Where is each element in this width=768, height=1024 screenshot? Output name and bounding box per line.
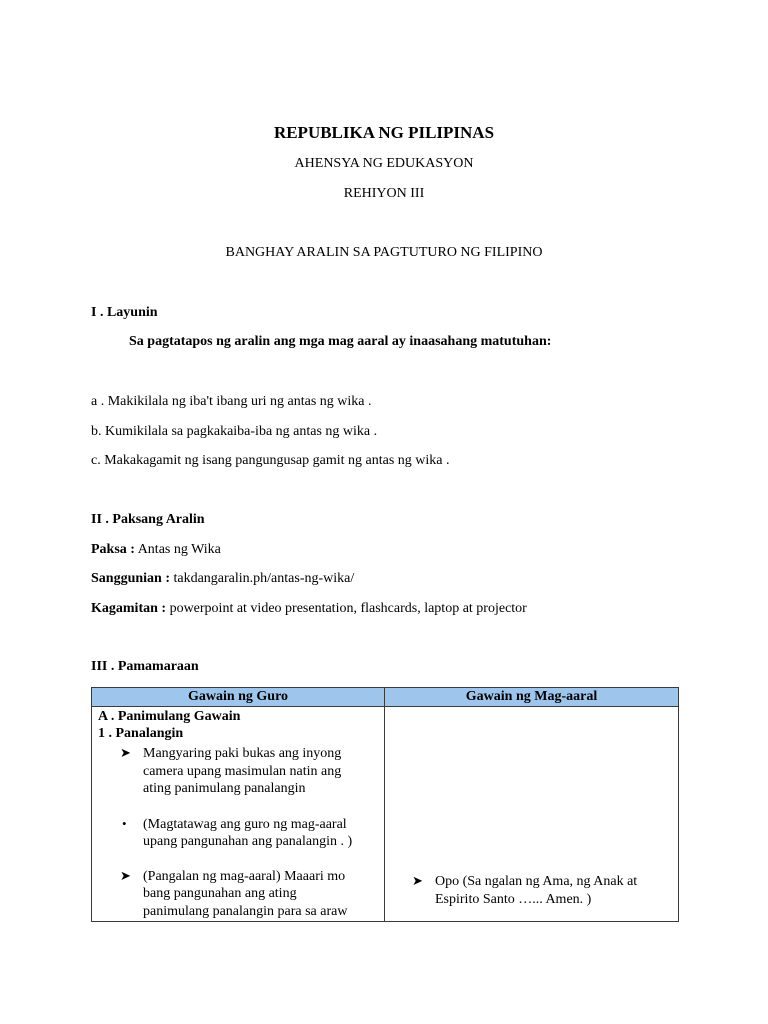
- pamamaraan-heading: III . Pamamaraan: [91, 659, 199, 674]
- subsection-heading: 1 . Panalangin: [98, 726, 184, 741]
- objective-item-a: a . Makikilala ng iba't ibang uri ng antas ng wika .: [91, 394, 372, 409]
- republic-heading: REPUBLIKA NG PILIPINAS: [273, 123, 495, 142]
- kagamitan-value: powerpoint at video presentation, flashcards, laptop at projector: [169, 601, 527, 616]
- arrow-bullet-icon: ➤: [120, 868, 131, 883]
- list-item: Opo (Sa ngalan ng Ama, ng Anak at: [435, 874, 638, 889]
- sanggunian-label: Sanggunian :: [91, 571, 170, 586]
- list-item: (Magtatawag ang guro ng mag-aaral: [143, 817, 347, 832]
- list-item: upang pangunahan ang panalangin . ): [143, 834, 353, 849]
- sanggunian-value: takdangaralin.ph/antas-ng-wika/: [173, 571, 355, 586]
- objective-item-c: c. Makakagamit ng isang pangungusap gamit ng antas ng wika .: [91, 453, 450, 468]
- objective-item-b: b. Kumikilala sa pagkakaiba-iba ng antas ng wika .: [91, 424, 378, 439]
- paksa-label: Paksa :: [91, 542, 135, 557]
- document-title: BANGHAY ARALIN SA PAGTUTURO NG FILIPINO: [225, 245, 543, 260]
- column-header-guro: Gawain ng Guro: [92, 688, 385, 707]
- table-row: [92, 707, 679, 922]
- list-item: camera upang masimulan natin ang: [143, 764, 342, 779]
- kagamitan-label: Kagamitan :: [91, 601, 167, 616]
- list-item: panimulang panalangin para sa araw: [143, 904, 348, 919]
- sanggunian-row: [91, 571, 354, 587]
- guro-cell: [92, 707, 385, 922]
- list-item: ating panimulang panalangin: [143, 781, 306, 796]
- procedure-table: [91, 687, 679, 922]
- layunin-intro: Sa pagtatapos ng aralin ang mga mag aaral ay inaasahang matutuhan:: [129, 334, 552, 349]
- section-heading: A . Panimulang Gawain: [98, 709, 241, 724]
- magaaral-cell: [385, 707, 679, 922]
- paksang-aralin-heading: II . Paksang Aralin: [91, 512, 205, 527]
- list-item: bang pangunahan ang ating: [143, 886, 297, 901]
- list-item: Espirito Santo …... Amen. ): [435, 892, 592, 907]
- paksa-value: Antas ng Wika: [137, 542, 221, 557]
- column-header-magaaral: Gawain ng Mag-aaral: [385, 688, 679, 707]
- kagamitan-row: [91, 601, 527, 617]
- region-heading: REHIYON III: [343, 186, 425, 201]
- arrow-bullet-icon: ➤: [120, 745, 131, 760]
- arrow-bullet-icon: ➤: [412, 873, 423, 888]
- paksa-row: [91, 542, 221, 558]
- layunin-heading: I . Layunin: [91, 305, 158, 320]
- list-item: Mangyaring paki bukas ang inyong: [143, 746, 342, 761]
- list-item: (Pangalan ng mag-aaral) Maaari mo: [143, 869, 346, 884]
- dot-bullet-icon: •: [122, 816, 127, 831]
- agency-heading: AHENSYA NG EDUKASYON: [294, 156, 474, 171]
